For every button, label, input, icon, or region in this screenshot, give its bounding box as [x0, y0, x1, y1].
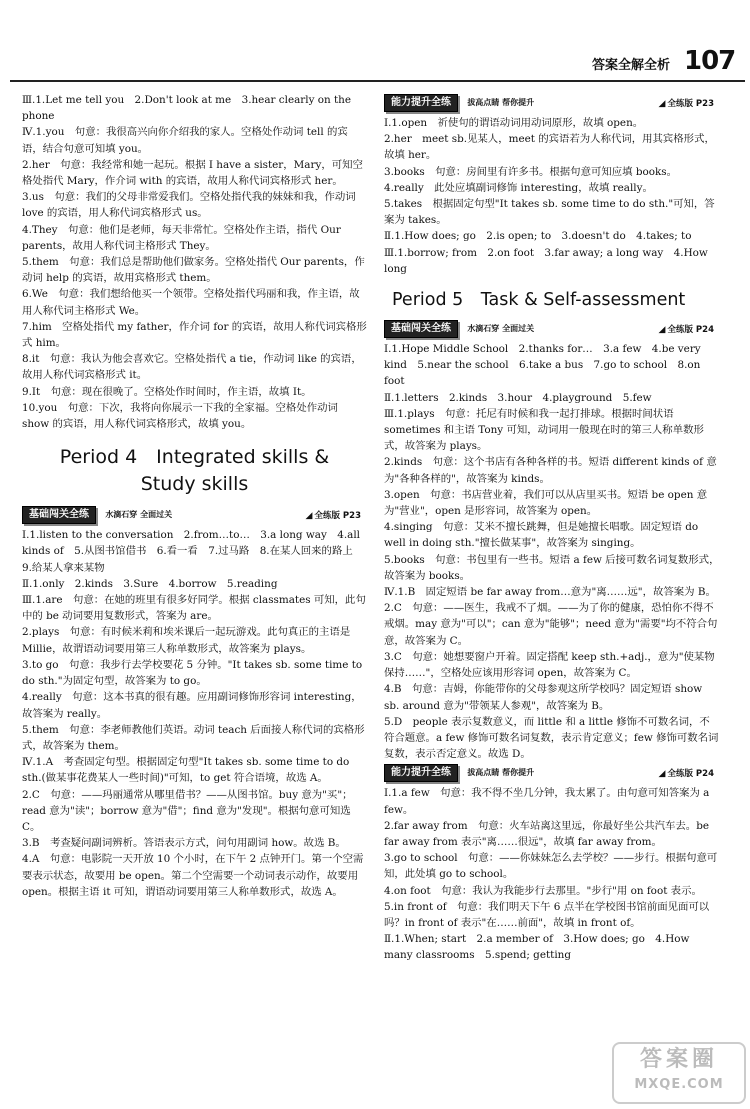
- section-badge: 能力提升全练: [384, 764, 458, 782]
- answer-item: Ⅱ.1.letters 2.kinds 3.hour 4.playground 5.few: [384, 391, 652, 404]
- answer-item: 9.It 句意：现在很晚了。空格处作时间时，作主语，故填 It。: [22, 385, 312, 398]
- right-column: [384, 92, 720, 964]
- section-badge: 基础闯关全练: [22, 506, 96, 524]
- answer-item: 3.B 考查疑问副词辨析。答语表示方式，问句用副词 how。故选 B。: [22, 837, 346, 850]
- answer-item: 2.her 句意：我经常和她一起玩。根据 I have a sister，Mary，可知空格处指代 Mary，作介词 with 的宾语，故用人称代词宾格形式 her。: [22, 158, 363, 188]
- section-reference: ◢ 全练版 P23: [659, 96, 714, 112]
- answer-item: 4.on foot 句意：我认为我能步行去那里。"步行"用 on foot 表示。: [384, 884, 702, 897]
- answer-item: 4.singing 句意：艾米不擅长跳舞，但是她擅长唱歌。固定短语 do well in doing sth."擅长做某事"，故答案为 singing。: [384, 521, 699, 550]
- answer-item: 6.We 句意：我们想给他买一个领带。空格处指代玛丽和我，作主语，故用人称代词主格形式 We。: [22, 288, 360, 317]
- answer-item: Ⅱ.1.When; start 2.a member of 3.How does; go 4.How many classrooms 5.spend; getting: [384, 933, 690, 962]
- section-banner: [384, 764, 720, 783]
- section-reference: ◢ 全练版 P23: [306, 508, 361, 524]
- answer-item: 5.takes 根据固定句型"It takes sb. some time to do sth."可知，答案为 takes。: [384, 198, 715, 227]
- header-title: 答案全解全析: [592, 58, 671, 73]
- answer-item: 4.really 此处应填副词修饰 interesting，故填 really。: [384, 181, 653, 194]
- answer-item: 5.D people 表示复数意义，而 little 和 a little 修饰不可数名词，不符合题意。a few 修饰可数名词复数，表示肯定意义；few 修饰可数名词复数，表示否定意义。故选 D。: [384, 715, 719, 761]
- watermark-url: MXQE.COM: [634, 1077, 724, 1092]
- answer-item: Ⅱ.1.only 2.kinds 3.Sure 4.borrow 5.reading: [22, 577, 278, 590]
- answer-item: 3.C 句意：她想要窗户开着。固定搭配 keep sth.+adj.，意为"使某物保持……"，空格处应该用形容词 open，故答案为 C。: [384, 650, 715, 680]
- answer-item: Ⅰ.1.open 祈使句的谓语动词用动词原形，故填 open。: [384, 117, 644, 129]
- answer-item: Ⅰ.1.listen to the conversation 2.from…to… 3.a long way 4.all kinds of 5.从图书馆借书 6.看一看 7.过马路 8.在某人回来的路上 9.给某人拿来某物: [22, 529, 364, 574]
- period-5-heading: Period 5 Task & Self-assessment: [392, 290, 686, 311]
- answer-item: 3.go to school 句意：——你妹妹怎么去学校？——步行。根据句意可知，此处填 go to school。: [384, 852, 718, 881]
- answer-item: Ⅲ.1.are 句意：在她的班里有很多好同学。根据 classmates 可知，此句中的 be 动词要用复数形式，答案为 are。: [22, 594, 366, 623]
- answer-item: 4.really 句意：这本书真的很有趣。应用副词修饰形容词 interesting，故答案为 really。: [22, 691, 362, 720]
- watermark-logo: [612, 1042, 746, 1104]
- section-badge: 能力提升全练: [384, 94, 458, 112]
- section-motto: 水滴石穿 全面过关: [467, 323, 535, 333]
- answer-item: 2.C 句意：——医生，我戒不了烟。——为了你的健康，恐怕你不得不戒烟。may 意为"可以"；can 意为"能够"；need 意为"需要"均不符合句意，故答案为 C。: [384, 602, 718, 647]
- answer-item: 4.A 句意：电影院一天开放 10 个小时，在下午 2 点钟开门。第一个空需要表示状态，故要用 be open。第二个空需要一个动词表示动作，故要用 open。根据主语 it 可知，谓语动词要用第三人称单数形式，故选 A。: [22, 853, 364, 898]
- answer-item: 10.you 句意：下次，我将向你展示一下我的全家福。空格处作动词 show 的宾语，用人称代词宾格形式，故填 you。: [22, 401, 338, 431]
- answer-item: 3.to go 句意：我步行去学校要花 5 分钟。"It takes sb. some time to do sth."为固定句型，故答案为 to go。: [22, 658, 363, 688]
- page-number: 107: [684, 46, 736, 76]
- answer-item: Ⅰ.1.a few 句意：我不得不坐几分钟，我太累了。由句意可知答案为 a few。: [384, 787, 710, 816]
- header-rule: [10, 80, 745, 82]
- answer-item: 3.open 句意：书店营业着，我们可以从店里买书。短语 be open 意为"营业"，open 是形容词，故答案为 open。: [384, 488, 708, 518]
- answer-item: 5.in front of 句意：我们明天下午 6 点半在学校图书馆前面见面可以吗？in front of 表示"在……前面"，故填 in front of。: [384, 900, 710, 929]
- answer-item: Ⅲ.1.plays 句意：托尼有时候和我一起打排球。根据时间状语 sometimes 和主语 Tony 可知，动词用一般现在时的第三人称单数形式，故答案为 plays。: [384, 407, 704, 453]
- answer-item: Ⅲ.1.Let me tell you 2.Don't look at me 3.hear clearly on the phone: [22, 94, 352, 123]
- section-banner: [384, 320, 720, 339]
- answer-item: 4.B 句意：吉姆，你能带你的父母参观这所学校吗？固定短语 show sb. around 意为"带领某人参观"，故答案为 B。: [384, 683, 703, 712]
- answer-item: 5.them 句意：我们总是帮助他们做家务。空格处指代 Our parents，作动词 help 的宾语，故用宾格形式 them。: [22, 256, 365, 285]
- section-banner: [384, 94, 720, 113]
- answer-item: Ⅳ.1.A 考查固定句型。根据固定句型"It takes sb. some time to do sth.(做某事花费某人一些时间)"可知，to get 符合语境，故选 A。: [22, 756, 350, 785]
- answer-item: 3.us 句意：我们的父母非常爱我们。空格处指代我的妹妹和我，作动词 love 的宾语，用人称代词宾格形式 us。: [22, 191, 356, 220]
- answer-item: Ⅳ.1.you 句意：我很高兴向你介绍我的家人。空格处作动词 tell 的宾语，结合句意可知填 you。: [22, 126, 348, 155]
- section-banner: [22, 506, 367, 525]
- answer-item: 8.it 句意：我认为他会喜欢它。空格处指代 a tie，作动词 like 的宾语，故用人称代词宾格形式 it。: [22, 353, 362, 382]
- answer-item: 2.far away from 句意：火车站离这里远，你最好坐公共汽车去。be far away from 表示"离……很远"，故填 far away from。: [384, 819, 709, 848]
- period-4-title-line2: Study skills: [140, 473, 249, 496]
- period-4-title-line1: Period 4 Integrated skills &: [59, 446, 330, 469]
- answer-item: Ⅲ.1.borrow; from 2.on foot 3.far away; a long way 4.How long: [384, 246, 708, 275]
- answer-item: 7.him 空格处指代 my father，作介词 for 的宾语，故用人称代词宾格形式 him。: [22, 320, 367, 350]
- answer-item: 2.kinds 句意：这个书店有各种各样的书。短语 different kinds of 意为"各种各样的"，故答案为 kinds。: [384, 456, 717, 485]
- period-4-heading: [22, 444, 367, 498]
- answer-item: 4.They 句意：他们是老师，每天非常忙。空格处作主语，指代 Our parents，故用人称代词主格形式 They。: [22, 223, 341, 252]
- section-badge: 基础闯关全练: [384, 320, 458, 338]
- section-motto: 水滴石穿 全面过关: [105, 510, 173, 520]
- section-reference: ◢ 全练版 P24: [659, 322, 714, 338]
- section-motto: 拔高点睛 帮你提升: [467, 97, 535, 107]
- answer-item: 5.them 句意：李老师教他们英语。动词 teach 后面接人称代词的宾格形式，故答案为 them。: [22, 723, 365, 752]
- answer-item: 2.plays 句意：有时候米莉和埃米课后一起玩游戏。此句真正的主语是 Millie，故谓语动词要用第三人称单数形式，故答案为 plays。: [22, 626, 351, 655]
- section-motto: 拔高点睛 帮你提升: [467, 768, 535, 778]
- answer-item: 5.books 句意：书包里有一些书。短语 a few 后接可数名词复数形式，故答案为 books。: [384, 553, 720, 582]
- answer-item: 2.C 句意：——玛丽通常从哪里借书？——从图书馆。buy 意为"买"；read 意为"读"；borrow 意为"借"；find 意为"发现"。根据句意可知选 C。: [22, 788, 353, 833]
- answer-item: 2.her meet sb.见某人，meet 的宾语若为人称代词，用其宾格形式，故填 her。: [384, 133, 715, 162]
- answer-item: 3.books 句意：房间里有许多书。根据句意可知应填 books。: [384, 165, 678, 178]
- watermark-text: 答案圈: [639, 1047, 718, 1072]
- answer-item: Ⅱ.1.How does; go 2.is open; to 3.doesn't do 4.takes; to: [384, 230, 692, 243]
- section-reference: ◢ 全练版 P24: [659, 766, 714, 782]
- answer-item: Ⅰ.1.Hope Middle School 2.thanks for… 3.a few 4.be very kind 5.near the school 6.take a bus 7.go to school 8.on foot: [384, 343, 701, 388]
- answer-item: Ⅳ.1.B 固定短语 be far away from…意为"离……远"，故答案为 B。: [384, 586, 716, 599]
- left-column: [22, 92, 367, 900]
